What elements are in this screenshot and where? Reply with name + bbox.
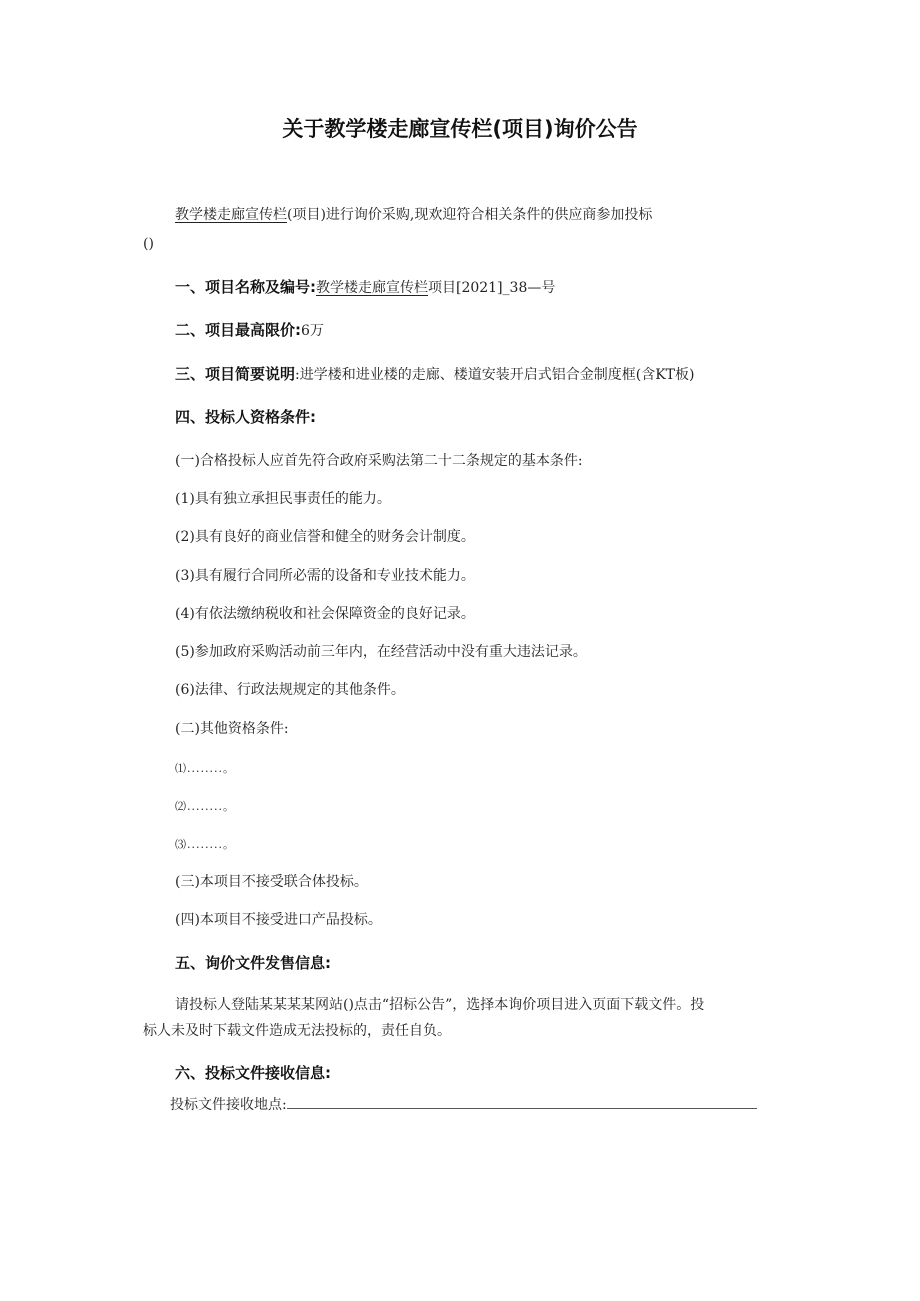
qualification-item: (二)其他资格条件: [175, 721, 289, 737]
section-2 [175, 320, 324, 341]
qualification-item: (6)法律、行政法规规定的其他条件。 [175, 682, 405, 698]
section-6-heading: 六、投标文件接收信息: [175, 1064, 331, 1082]
qualification-item: (2)具有良好的商业信誉和健全的财务会计制度。 [175, 529, 475, 545]
section-5-heading: 五、询价文件发售信息: [175, 954, 331, 972]
qualification-item: (四)本项目不接受进口产品投标。 [175, 912, 382, 928]
section-5-line-1: 请投标人登陆某某某某网站()点击“招标公告”，选择本询价项目进入页面下载文件。投 [175, 997, 705, 1013]
intro-cont: () [143, 236, 154, 252]
receipt-location-blank-line [287, 1095, 757, 1109]
intro-text: (项目)进行询价采购,现欢迎符合相关条件的供应商参加投标 [287, 207, 653, 223]
section-3-value: :进学楼和进业楼的走廊、楼道安装开启式铝合金制度框(含KT板) [295, 367, 695, 383]
qualification-item: (3)具有履行合同所必需的设备和专业技术能力。 [175, 568, 475, 584]
other-qualification-item: ⑶........。 [175, 838, 235, 851]
other-qualification-item: ⑵........。 [175, 800, 235, 813]
section-1-heading: 一、项目名称及编号: [175, 278, 316, 296]
receipt-location [170, 1095, 757, 1115]
qualification-item: (4)有依法缴纳税收和社会保障资金的良好记录。 [175, 606, 475, 622]
qualification-item: (一)合格投标人应首先符合政府采购法第二十二条规定的基本条件: [175, 453, 583, 469]
section-1 [175, 277, 555, 298]
section-5-line-2: 标人未及时下载文件造成无法投标的，责任自负。 [143, 1023, 451, 1039]
page-title: 关于教学楼走廊宣传栏(项目)询价公告 [282, 117, 638, 141]
intro-project-name: 教学楼走廊宣传栏 [175, 207, 287, 223]
section-1-number: 项目[2021]_38—号 [428, 280, 556, 296]
section-1-project-name: 教学楼走廊宣传栏 [316, 280, 428, 296]
qualification-item: (1)具有独立承担民事责任的能力。 [175, 491, 391, 507]
section-2-value: 6万 [301, 323, 324, 339]
intro-line [175, 205, 652, 225]
receipt-location-label: 投标文件接收地点: [170, 1097, 287, 1113]
qualification-item: (三)本项目不接受联合体投标。 [175, 874, 368, 890]
qualification-item: (5)参加政府采购活动前三年内，在经营活动中没有重大违法记录。 [175, 644, 587, 660]
section-2-heading: 二、项目最高限价: [175, 321, 301, 339]
section-4-heading: 四、投标人资格条件: [175, 408, 316, 426]
section-3-heading: 三、项目简要说明 [175, 365, 296, 383]
section-3 [175, 364, 694, 385]
other-qualification-item: ⑴........。 [175, 762, 235, 775]
